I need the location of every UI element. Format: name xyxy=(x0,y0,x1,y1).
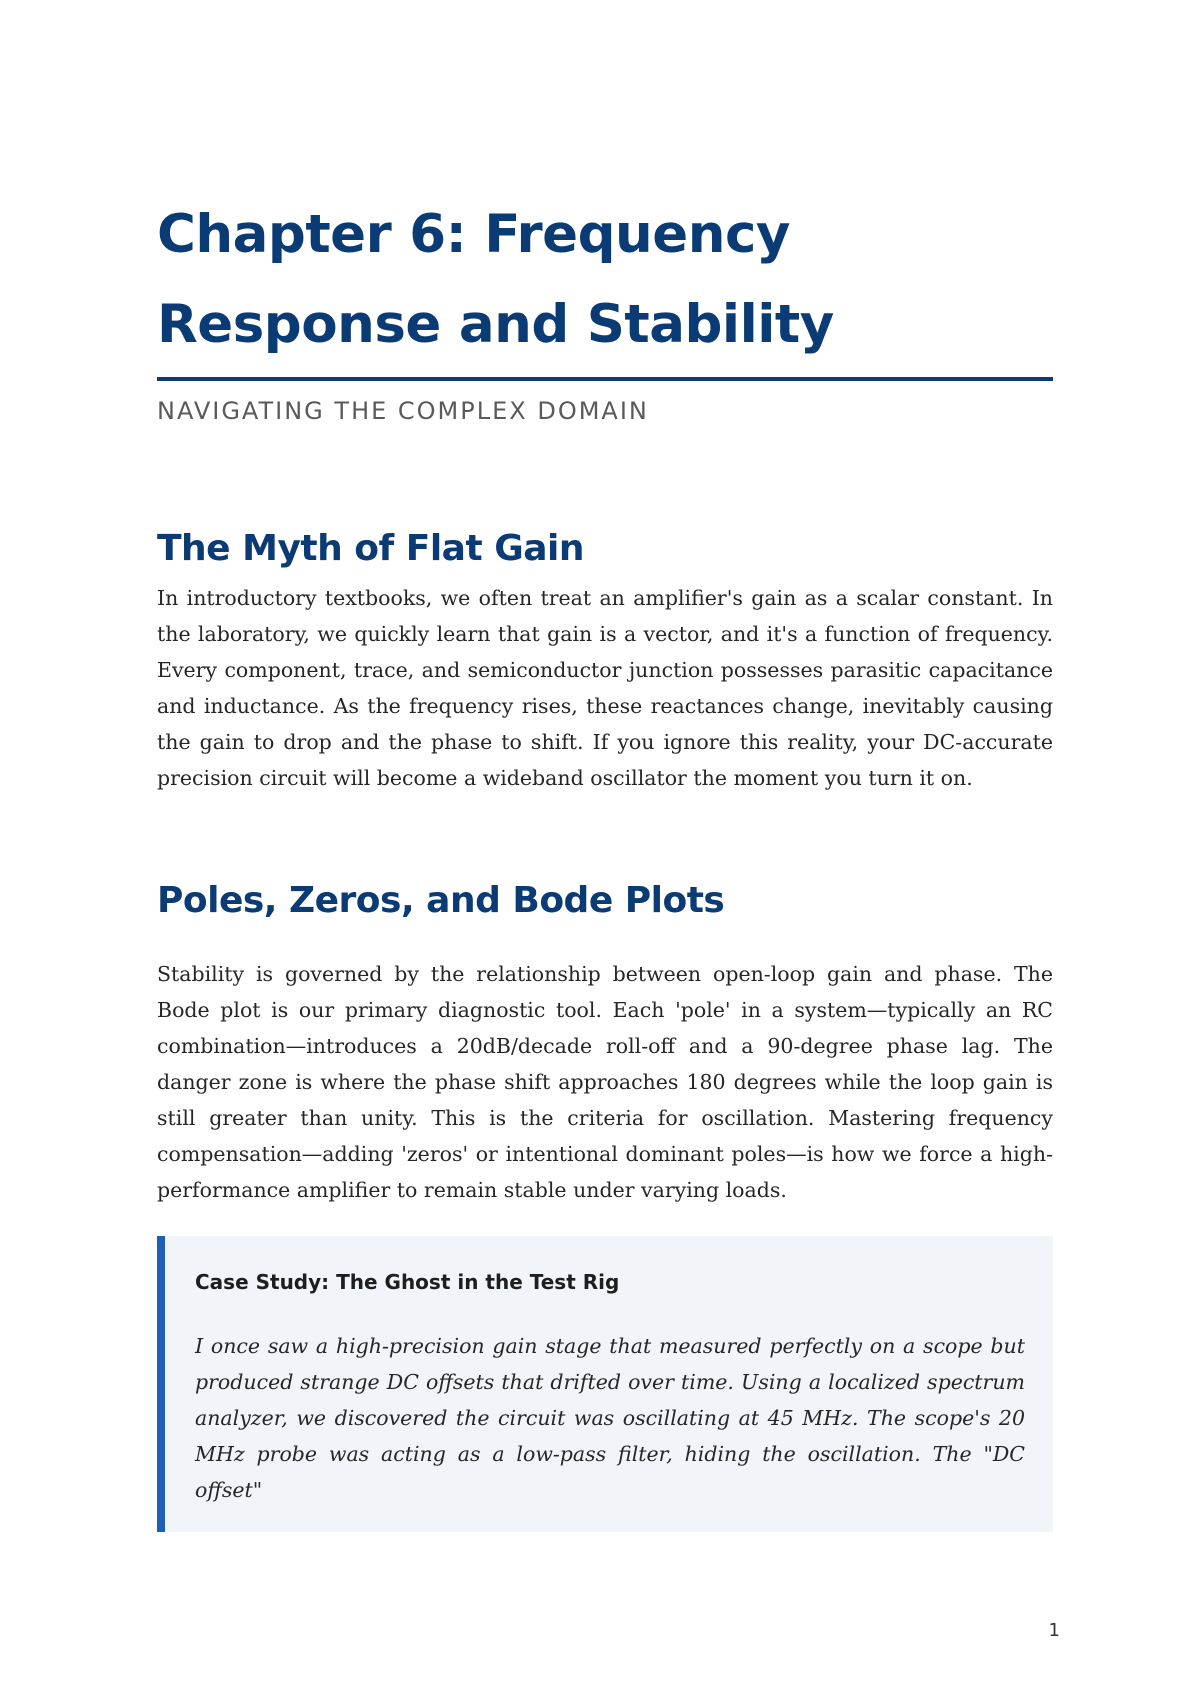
title-divider xyxy=(157,377,1053,381)
chapter-subtitle: NAVIGATING THE COMPLEX DOMAIN xyxy=(157,397,649,425)
section-body-flat-gain: In introductory textbooks, we often treat an amplifier's gain as a scalar constant. In the laboratory, we quickly learn that gain is a vector, and it's a function of frequency. Every component, trace, and semiconductor junction possesses parasitic capacitance and inductance. As the frequency rises, these reactances change, inevitably causing the gain to drop and the phase to shift. If you ignore this reality, your DC-accurate precision circuit will become a wideband oscillator the moment you turn it on. xyxy=(157,586,1053,790)
chapter-title xyxy=(157,190,1053,370)
case-study-body: I once saw a high-precision gain stage that measured perfectly on a scope but produced strange DC offsets that drifted over time. Using a localized spectrum analyzer, we discovered the circuit was oscillating at 45 MHz. The scope's 20 MHz probe was acting as a low-pass filter, hiding the oscillation. The "DC offset" xyxy=(195,1334,1025,1502)
chapter-title-line2: Response and Stability xyxy=(157,294,834,355)
page-number: 1 xyxy=(1048,1620,1060,1641)
section-body-bode-plots: Stability is governed by the relationship between open-loop gain and phase. The Bode plot is our primary diagnostic tool. Each 'pole' in a system—typically an RC combination—introduces a 20dB/decade roll-off and a 90-degree phase lag. The danger zone is where the phase shift approaches 180 degrees while the loop gain is still greater than unity. This is the criteria for oscillation. Mastering frequency compensation—adding 'zeros' or intentional dominant poles—is how we force a high-performance amplifier to remain stable under varying loads. xyxy=(157,962,1053,1202)
section-heading-bode-plots: Poles, Zeros, and Bode Plots xyxy=(157,880,725,921)
chapter-title-line1: Chapter 6: Frequency xyxy=(157,204,790,265)
case-study-callout xyxy=(157,1236,1053,1532)
case-study-title: Case Study: The Ghost in the Test Rig xyxy=(195,1270,620,1294)
section-heading-flat-gain: The Myth of Flat Gain xyxy=(157,528,585,569)
